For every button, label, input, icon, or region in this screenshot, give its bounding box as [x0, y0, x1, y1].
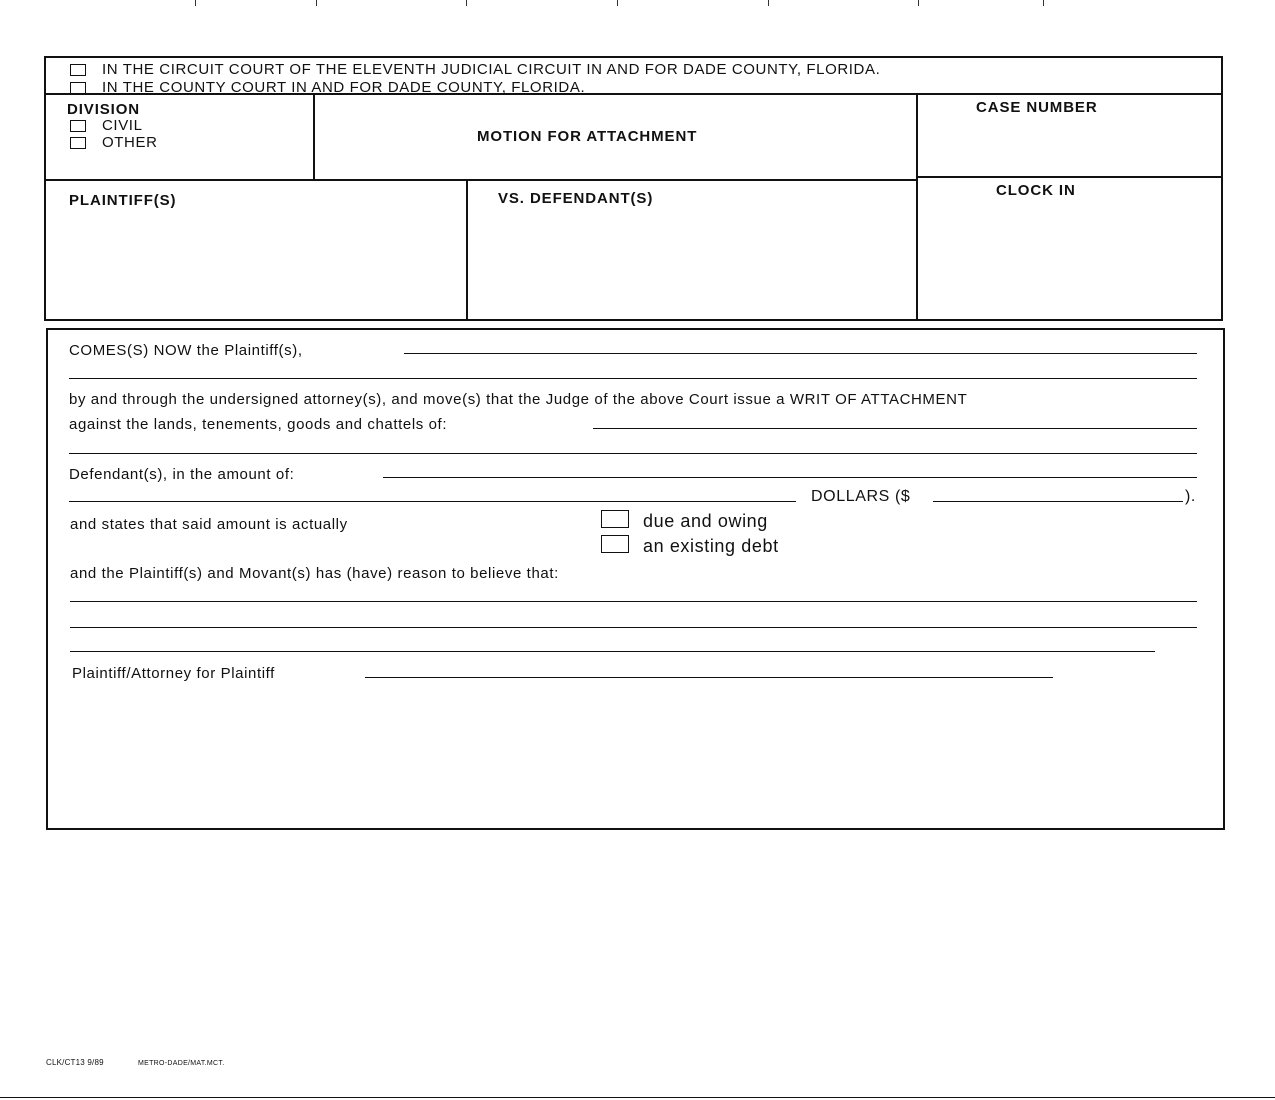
header-divider [313, 93, 315, 180]
signature-label: Plaintiff/Attorney for Plaintiff [72, 665, 275, 682]
county-court-checkbox[interactable] [70, 82, 86, 94]
registration-mark [316, 0, 317, 6]
defendants-amount-text: Defendant(s), in the amount of: [69, 466, 295, 483]
other-label: OTHER [102, 134, 158, 151]
reason-line-2[interactable] [70, 627, 1197, 628]
form-code-small: METRO-DADE/MAT.MCT. [138, 1060, 225, 1067]
circuit-court-checkbox[interactable] [70, 64, 86, 76]
header-divider [44, 179, 918, 181]
amount-words-line[interactable] [383, 477, 1197, 478]
header-divider [917, 176, 1223, 178]
dollars-amount-line[interactable] [933, 501, 1183, 502]
registration-mark [768, 0, 769, 6]
against-text: against the lands, tenements, goods and chattels of: [69, 416, 448, 433]
due-and-owing-label: due and owing [643, 511, 768, 531]
form-title: MOTION FOR ATTACHMENT [477, 128, 698, 145]
form-code: CLK/CT13 9/89 [46, 1058, 104, 1067]
dollars-close: ). [1185, 488, 1196, 505]
registration-mark [466, 0, 467, 6]
reason-line-3[interactable] [70, 651, 1155, 652]
existing-debt-label: an existing debt [643, 536, 779, 556]
dollars-label: DOLLARS ($ [811, 488, 911, 505]
by-and-through-text: by and through the undersigned attorney(s), and move(s) that the Judge of the above Court issue a WRIT OF ATTACHMENT [69, 391, 968, 408]
clock-in-label: CLOCK IN [996, 182, 1076, 199]
county-court-label: IN THE COUNTY COURT IN AND FOR DADE COUNTY, FLORIDA. [102, 79, 586, 96]
states-that-text: and states that said amount is actually [70, 516, 348, 533]
reason-to-believe-text: and the Plaintiff(s) and Movant(s) has (have) reason to believe that: [70, 565, 559, 582]
plaintiffs-label: PLAINTIFF(S) [69, 192, 177, 209]
plaintiff-name-line[interactable] [404, 353, 1197, 354]
registration-mark [195, 0, 196, 6]
registration-mark [617, 0, 618, 6]
registration-mark [1043, 0, 1044, 6]
comes-now-text: COMES(S) NOW the Plaintiff(s), [69, 342, 303, 359]
chattels-of-line[interactable] [593, 428, 1197, 429]
page-bottom-edge [0, 1097, 1275, 1098]
civil-label: CIVIL [102, 117, 143, 134]
header-divider [466, 179, 468, 321]
registration-mark [918, 0, 919, 6]
reason-line-1[interactable] [70, 601, 1197, 602]
header-divider [916, 93, 918, 321]
defendants-label: VS. DEFENDANT(S) [498, 190, 654, 207]
existing-debt-checkbox[interactable] [601, 535, 629, 553]
case-number-label: CASE NUMBER [976, 99, 1098, 116]
plaintiff-name-line-2[interactable] [69, 378, 1197, 379]
division-label: DIVISION [67, 101, 141, 118]
circuit-court-label: IN THE CIRCUIT COURT OF THE ELEVENTH JUDICIAL CIRCUIT IN AND FOR DADE COUNTY, FLORIDA. [102, 61, 881, 78]
chattels-of-line-2[interactable] [69, 453, 1197, 454]
other-checkbox[interactable] [70, 137, 86, 149]
amount-words-line-2[interactable] [69, 501, 796, 502]
due-and-owing-checkbox[interactable] [601, 510, 629, 528]
signature-line[interactable] [365, 677, 1053, 678]
civil-checkbox[interactable] [70, 120, 86, 132]
